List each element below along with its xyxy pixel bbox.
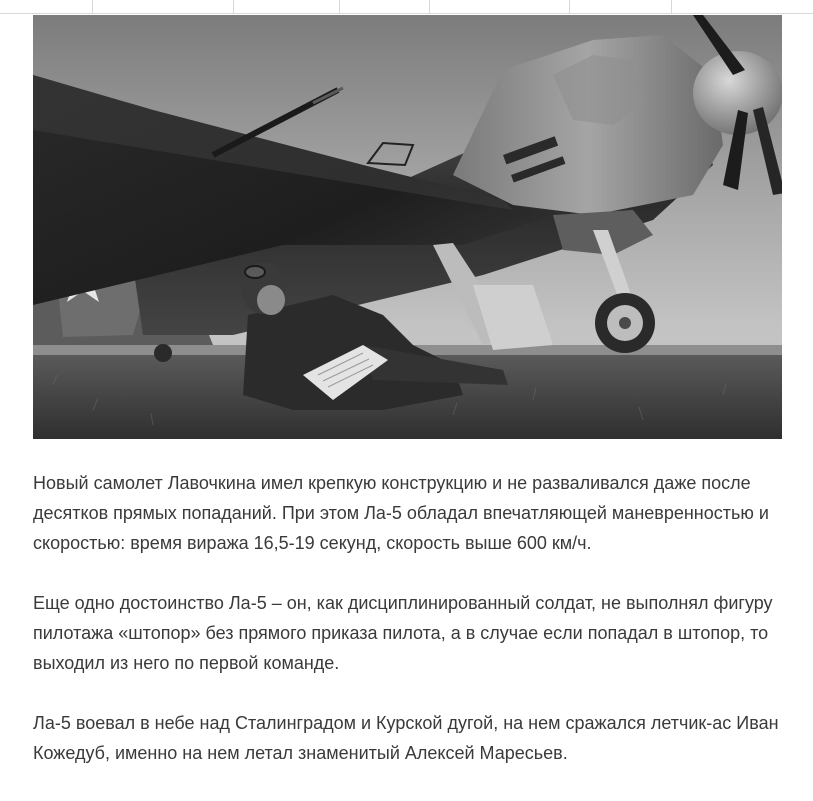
nav-item-media[interactable] (340, 0, 430, 13)
la5-aircraft-photo (33, 15, 782, 439)
top-navigation (0, 0, 813, 14)
article-paragraph: Ла-5 воевал в небе над Сталинградом и Курской дугой, на нем сражался летчик-ас Иван Кожедуб, именно на нем летал знаменитый Алексей Маресьев. (33, 713, 779, 763)
nav-item-research[interactable] (672, 0, 813, 13)
nav-item-career[interactable] (570, 0, 672, 13)
nav-item-home[interactable] (0, 0, 93, 13)
article-photo (33, 15, 782, 439)
nav-item-news[interactable] (234, 0, 340, 13)
nav-item-about[interactable] (93, 0, 234, 13)
article-paragraph: Новый самолет Лавочкина имел крепкую конструкцию и не разваливался даже после десятков прямых попаданий. При этом Ла-5 обладал впечатляющей маневренностью и скоростью: время виража 16,5-19 секунд, скорость выше 600 км/ч. (33, 473, 769, 553)
article-body (33, 468, 783, 798)
article-paragraph: Еще одно достоинство Ла-5 – он, как дисциплинированный солдат, не выполнял фигуру пилотажа «штопор» без прямого приказа пилота, а в случае если попадал в штопор, то выходил из него по первой команде. (33, 593, 773, 673)
nav-item-investors[interactable] (430, 0, 570, 13)
